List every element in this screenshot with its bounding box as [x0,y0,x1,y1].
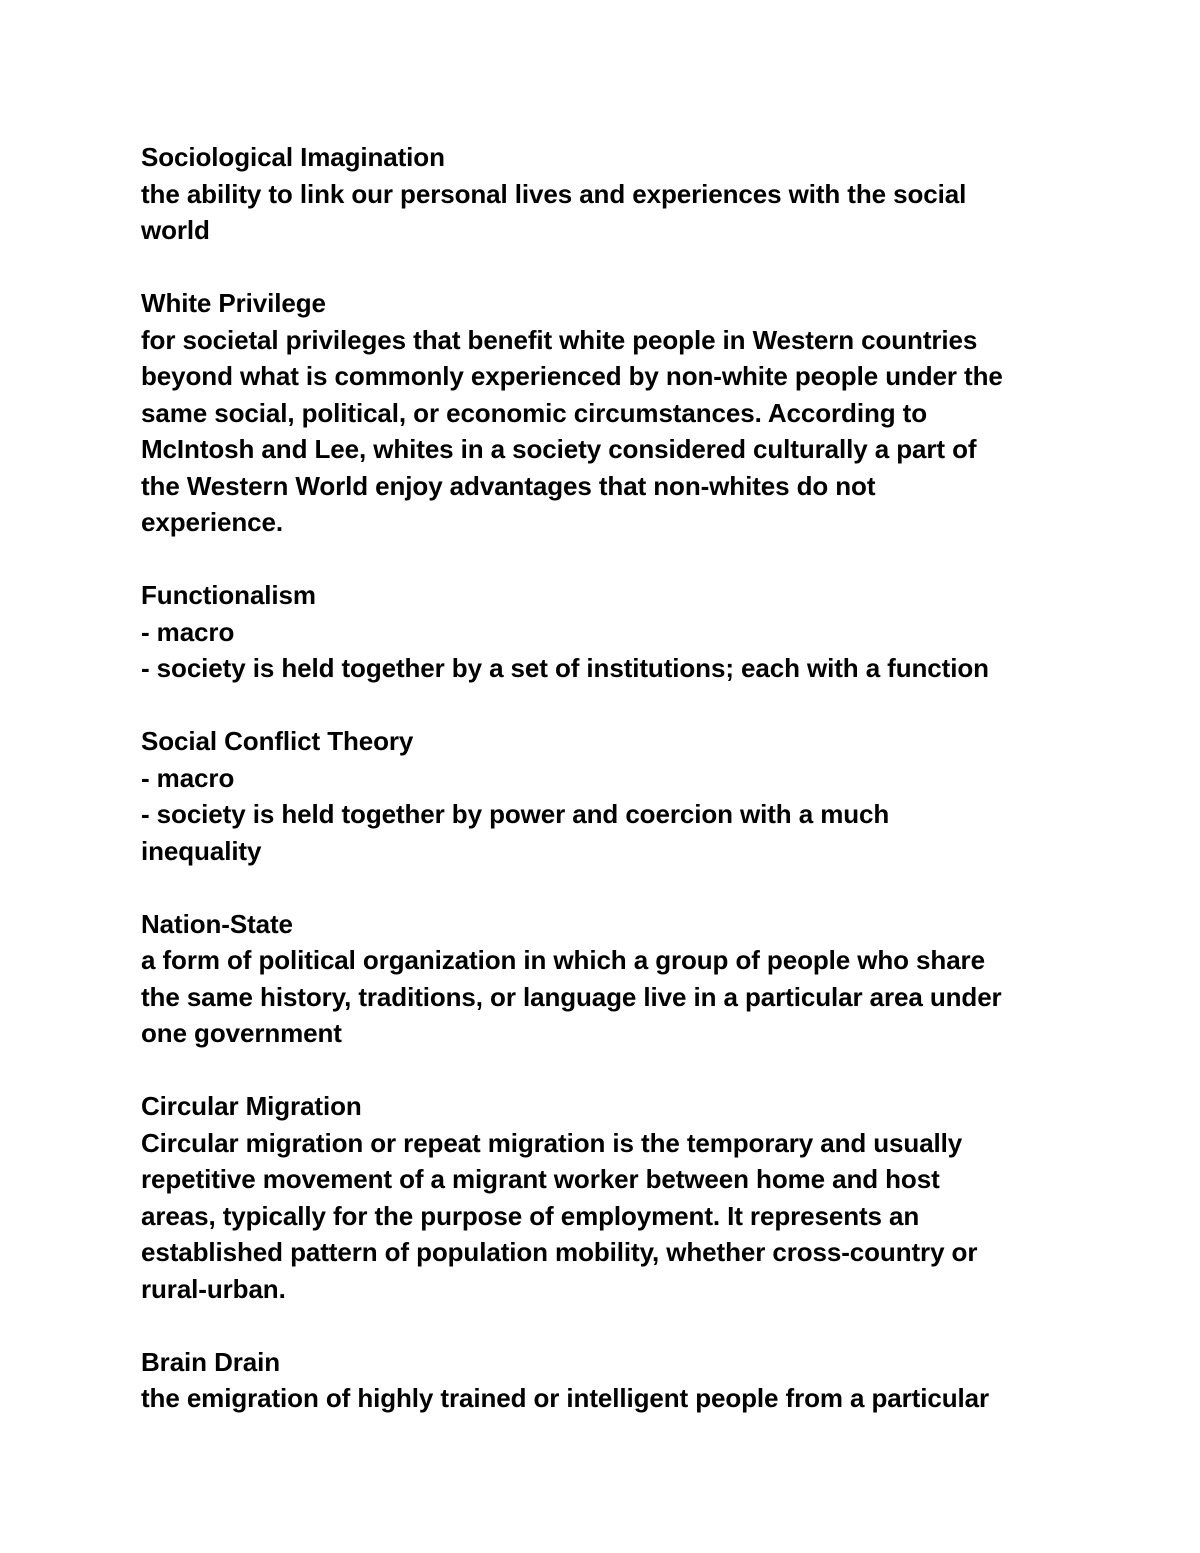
term-heading: White Privilege [141,288,326,318]
definition-line: beyond what is commonly experienced by non-white people under the [141,361,1003,391]
definition-line: the emigration of highly trained or intelligent people from a particular [141,1383,990,1413]
definition-line: world [141,215,210,245]
term-heading: Sociological Imagination [141,142,445,172]
bullet-line: inequality [141,835,262,866]
entry-social-conflict-theory [141,723,1076,869]
term-heading: Circular Migration [141,1091,362,1121]
term-heading: Nation-State [141,908,293,939]
entry-nation-state [141,906,1076,1052]
bullet-line: - society is held together by a set of institutions; each with a function [141,653,989,683]
definition-line: areas, typically for the purpose of employment. It represents an [141,1200,920,1231]
term-heading: Brain Drain [141,1346,281,1377]
entry-white-privilege [141,285,1076,541]
entry-circular-migration [141,1088,1076,1307]
bullet-line: - society is held together by power and coercion with a much [141,799,890,829]
definition-line: same social, political, or economic circumstances. According to [141,397,927,428]
bullet-line: - macro [141,616,235,647]
definition-line: the Western World enjoy advantages that non-whites do not [141,470,876,501]
term-heading: Functionalism [141,580,316,610]
definition-line: Circular migration or repeat migration is the temporary and usually [141,1127,963,1158]
definition-line: for societal privileges that benefit white people in Western countries [141,324,978,355]
entry-functionalism [141,577,1076,687]
definition-line: the ability to link our personal lives and experiences with the social [141,178,967,209]
document-page [141,139,1076,1453]
definition-line: rural-urban. [141,1273,286,1304]
bullet-line: - macro [141,762,235,793]
term-heading: Social Conflict Theory [141,726,414,756]
definition-line: McIntosh and Lee, whites in a society considered culturally a part of [141,434,977,464]
definition-line: repetitive movement of a migrant worker between home and host [141,1164,940,1194]
definition-line: the same history, traditions, or language live in a particular area under [141,981,1002,1012]
definition-line: one government [141,1018,342,1048]
definition-line: experience. [141,507,283,537]
definition-line: a form of political organization in which a group of people who share [141,945,985,975]
entry-brain-drain [141,1344,1076,1417]
definition-line: established pattern of population mobility, whether cross-country or [141,1237,978,1267]
entry-sociological-imagination [141,139,1076,249]
